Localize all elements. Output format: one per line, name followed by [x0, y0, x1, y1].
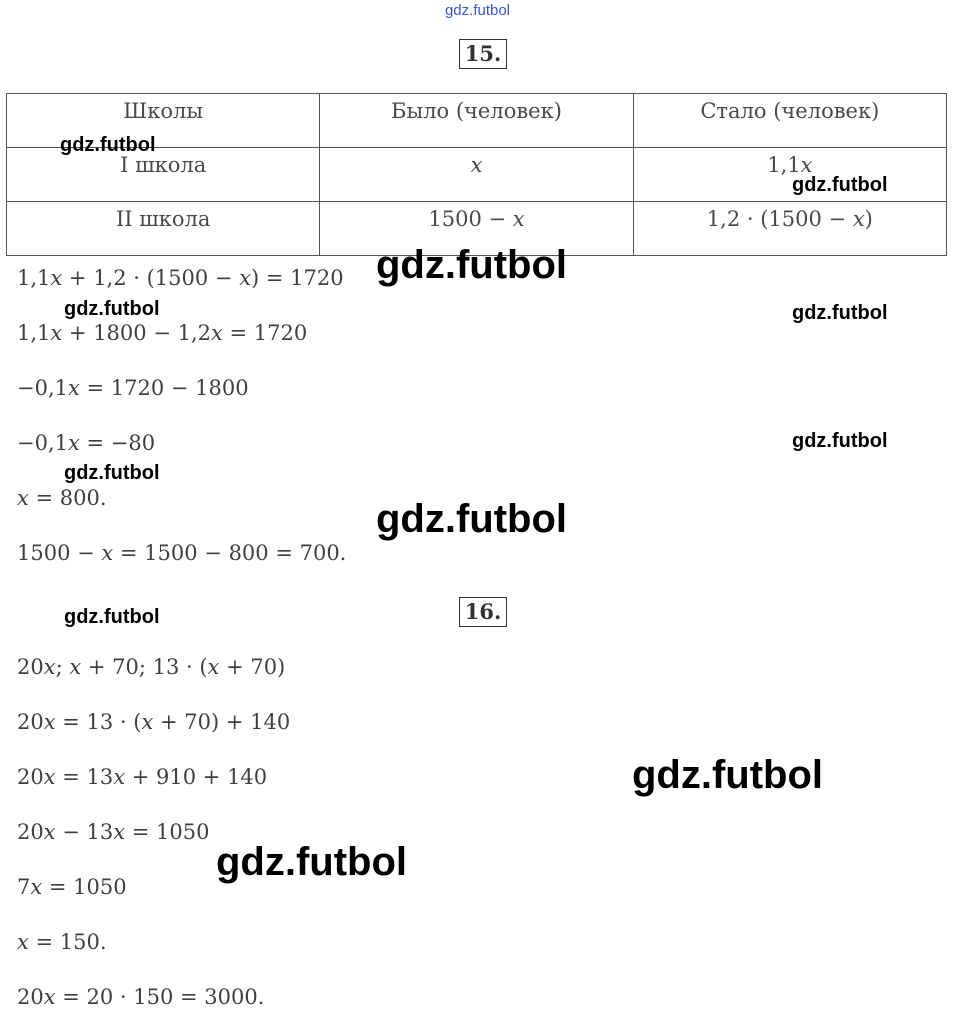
equation-line: 20x = 13 · (x + 70) + 140 [17, 710, 291, 734]
equation-line: −0,1x = −80 [17, 431, 156, 455]
header-cell-schools: Школы [7, 94, 320, 148]
equation-line: 20x; x + 70; 13 · (x + 70) [17, 655, 286, 679]
equation-line: x = 150. [17, 930, 107, 954]
watermark: gdz.futbol [632, 753, 824, 797]
equation-line: 1500 − x = 1500 − 800 = 700. [17, 541, 347, 565]
equation-line: x = 800. [17, 486, 107, 510]
watermark: gdz.futbol [64, 606, 160, 628]
watermark: gdz.futbol [792, 174, 888, 196]
task-16-number: 16. [459, 597, 507, 627]
watermark: gdz.futbol [792, 430, 888, 452]
equation-line: 7x = 1050 [17, 875, 127, 899]
site-link[interactable]: gdz.futbol [444, 2, 511, 19]
watermark: gdz.futbol [60, 134, 156, 156]
watermark: gdz.futbol [376, 497, 568, 541]
table-cell: 1500 − x [320, 202, 633, 256]
equation-line: 1,1x + 1,2 · (1500 − x) = 1720 [17, 266, 344, 290]
table-cell: x [320, 148, 633, 202]
header-cell-after: Стало (человек) [633, 94, 946, 148]
watermark: gdz.futbol [792, 302, 888, 324]
table-cell: 1,2 · (1500 − x) [633, 202, 946, 256]
table-cell: II школа [7, 202, 320, 256]
watermark: gdz.futbol [216, 840, 408, 884]
task-15-number: 15. [459, 39, 507, 69]
watermark: gdz.futbol [64, 462, 160, 484]
table-cell: I школа [7, 148, 320, 202]
equation-line: 20x − 13x = 1050 [17, 820, 210, 844]
equation-line: 20x = 20 · 150 = 3000. [17, 985, 265, 1009]
equation-line: 1,1x + 1800 − 1,2x = 1720 [17, 321, 308, 345]
watermark: gdz.futbol [64, 298, 160, 320]
table-cell: 1,1x [633, 148, 946, 202]
watermark: gdz.futbol [376, 243, 568, 287]
equation-line: −0,1x = 1720 − 1800 [17, 376, 249, 400]
equation-line: 20x = 13x + 910 + 140 [17, 765, 268, 789]
header-cell-before: Было (человек) [320, 94, 633, 148]
